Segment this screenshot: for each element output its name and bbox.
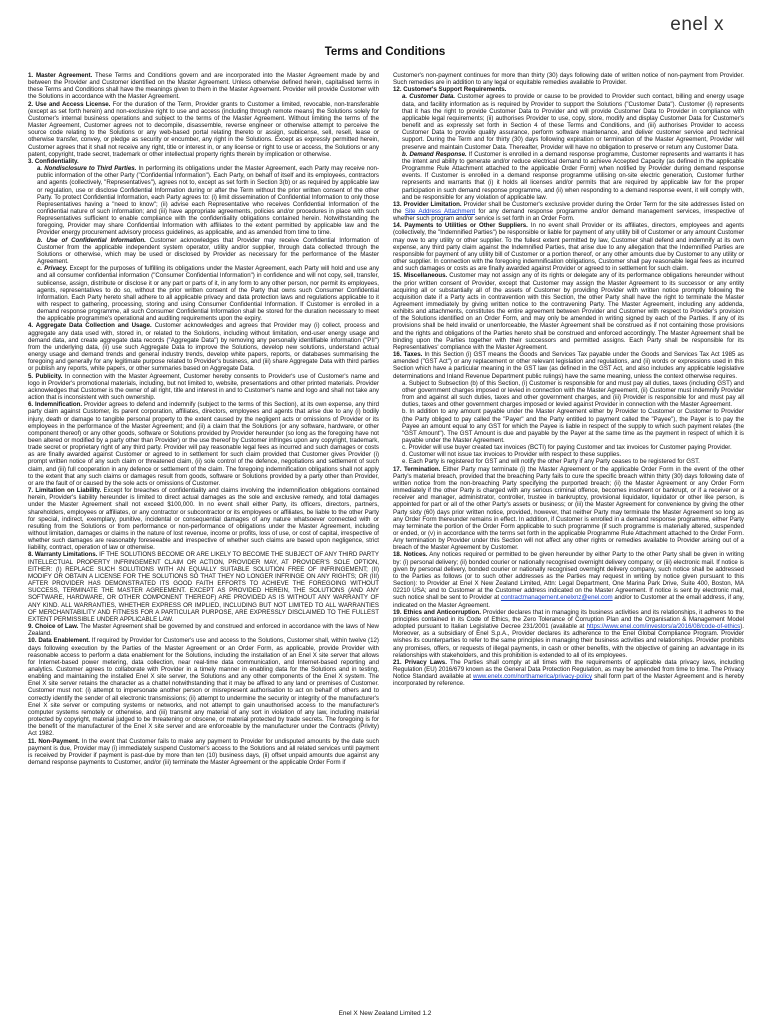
clause-text: If required by Provider for Customer's use and access to the Solutions, Customer shall, within twelve (12) days following execution by the Parties of the Master Agreement or an Order Form, as applicable, provide Provider with reasonable access to perform a data enablement for the Solutions, including the installation of an Enel X site server that allows for Internet-based power metering, data collection, near real-time data communication, and Internet-based reporting and analytics. Customer agrees to collaborate with Provider in a timely manner in enabling data for the Solutions and in testing, enabling and maintaining the installed Enel X site server, the Solutions and any other components of the Enel X system. The Enel X site server retains the character as a chattel notwithstanding that it may be affixed to any land or premises of Customer. Customer must not: (i) attempt to impersonate another person or misrepresent authorisation to act on behalf of others and to correctly identify the sender of all electronic transmissions; (ii) attempt to undermine the security or integrity of the manufacturer's Enel X site server or computing systems or networks, and not attempt to gain unauthorised access to the manufacturer's computer systems remotely or otherwise, and (iii) transmit any material of any sort in violation of any law, including material protected by copyright, material judged to be threatening or obscene, or material protected by trade secrets. The foregoing is for the benefit of the manufacturer of the Enel X site server and are enforceable by the manufacturer under the Contracts (Privity) Act 1982. [28,637,379,738]
clause-heading: 19. Ethics and Anticorruption. [393,608,481,616]
clause-heading: 5. Publicity. [28,372,63,380]
clause-paragraph [393,151,744,201]
clause-paragraph [28,158,379,165]
clause-heading: 16. Taxes. [393,351,423,359]
clause-paragraph [393,351,744,380]
clause-paragraph [393,659,744,688]
clause-paragraph [393,408,744,444]
clause-paragraph [393,201,744,222]
clause-paragraph [28,237,379,266]
clause-paragraph [28,738,379,767]
clause-text: In this Section (i) GST means the Goods and Services Tax payable under the Goods and Services Tax Act 1985 as amended ("GST Act") or any replacement or other relevant legislation and regulations, and (ii) words or expressions used in this Section which have a particular meaning in the GST law (as defined in the GST Act, and also includes any applicable legislative determinations and Inland Revenue Department public rulings) have the same meaning, unless the context otherwise requires. [393,351,744,380]
clause-text-continued: and/or to Customer at the email address, if any, indicated on the Master Agreement. [393,594,744,609]
clause-paragraph [393,451,744,458]
clause-text: Provider agrees to defend and indemnify (subject to the terms of this Section), at its own expense, any third party claim against Customer, its parent corporation, affiliates, directors, employees and agents that arise due to any (i) bodily injury, death or damage to tangible personal property to the extent caused by the negligent acts or omissions of Provider or its employees in the performance of the Master Agreement; and (ii) a claim that the Solutions (or any software, hardware, or other component thereof) or any other goods, software or Solutions provided by Provider hereunder (so long as the foregoing have not been altered or modified by a party other than Provider) or the use thereof by Customer infringes upon any copyright, trademark, trade secret or proprietary right of any third party. Provider will pay reasonable legal fees as incurred and such damages or costs as are finally awarded against Customer or agreed to in settlement for such claim provided that Customer gives Provider (i) prompt written notice of any such claim or threatened claim, (ii) sole control of the defence, negotiations and settlement of such claim, and (iii) full cooperation in any defence or settlement of the claim. The foregoing indemnification obligations shall not apply to the extent that any such claims or damages result from goods, software or Solutions provided by a party other than Provider, or are the fault of or caused by the sole acts or omissions of Customer. [28,401,379,487]
clause-text: Any notices required or permitted to be given hereunder by either Party to the other Party shall be given in writing by: (i) personal delivery; (ii) bonded courier or nationally recognised overnight delivery company; or (iii) electronic mail. If notice is given by personal delivery, bonded courier or nationally recognised overnight delivery company, such notice shall be addressed to the Parties as follows (or to such other addresses as the Parties may request in writing by notice given pursuant to this Section): to Provider at Enel X New Zealand Limited, Attn: Legal Department, One Marina Park Drive, Suite 400, Boston, MA 02210 USA; and to Customer at the Customer address indicated on the Master Agreement. If notice is sent by electronic mail, such notice shall be sent to Provider at [393,551,744,602]
clause-text: In no event shall Provider or its affiliates, directors, employees and agents (collectively, the "Indemnified Parties") be responsible or liable for payment of any utility bill of Customer or any amount Customer may owe to any utility or other supplier. To the fullest extent permitted by law, Customer shall defend and indemnify at its own expense, any third party claim against the Indemnified Parties, that arise due to any allegation that the Indemnified Parties are responsible for payment of any utility bill of Customer or a portion thereof, or any other amounts due by Customer to any utility or other supplier. In connection with the foregoing indemnification obligations, Customer shall pay reasonable legal fees as incurred and such damages or costs as are finally awarded against Provider or agreed to in settlement for such claim. [393,222,744,273]
clause-text: For the duration of the Term, Provider grants to Customer a limited, revocable, non-transferable (except as set forth herein) and non-exclusive right to use and access (including through remote means) the Solutions solely for Customer's internal business operations and subject to the terms of the Master Agreement. Without limiting the terms of the Master Agreement, Customer agrees not to decompile, disassemble, reverse engineer or otherwise attempt to perceive the source code relating to the Solutions or any web-based portal relating thereto or assign, sublicense, sell, resell, lease or otherwise transfer, convey, or pledge as security or encumber, any right in the Solutions. Except as expressly permitted herein, Customer agrees that it shall not receive any right, title or interest in, or any license or right to use or access, the Solutions or any patent, copyright, trade secret, trademark or other intellectual property rights therein by implication or otherwise. [28,100,379,158]
clause-paragraph [393,86,744,93]
inline-link[interactable]: www.enelx.com/northamerica/privacy-policy [473,673,593,681]
clause-paragraph [28,265,379,322]
clause-text: Customer's non-payment continues for more than thirty (30) days following date of written notice of non-payment from Provider. Such remedies are in addition to any legal or equitable remedies available to Provider. [393,72,744,87]
clause-paragraph [28,623,379,637]
clause-paragraph [393,222,744,272]
left-column [28,72,379,1007]
clause-text: Customer acknowledges and agrees that Provider may (i) collect, process and aggregate any data used with, stored in, or related to the Solutions, including without limitation, end-user energy usage and demand data, and create aggregate data records ("Aggregate Data") by removing any personally identifiable information ("PII") from the underlying data, (ii) use such Aggregate Data to improve the Solutions, develop new solutions, understand actual energy usage and demand trends and general industry trends, develop white papers, reports, or databases summarising the foregoing and generally for any legitimate purpose related to Provider's business, and (iii) share Aggregate Data with third parties or publish any reports, white papers, or other summaries based on Aggregate Data. [28,322,379,373]
clause-text: b. In addition to any amount payable under the Master Agreement either by Provider to Customer or Customer to Provider (the Party obliged to pay called the "Payer" and the Party entitled to payment called the "Payee"), the Payer is to pay the Payee an amount equal to any GST for which the Payee is liable in respect of the supply to which such payment relates (the "GST Amount"). The GST Amount is due and payable by the Payer at the same time as the payment in respect of which it is payable under the Master Agreement. [402,408,744,444]
clause-heading: 6. Indemnification. [28,401,83,409]
clause-text: Customer may not assign any of its rights or delegate any of its performance obligations hereunder without the prior written consent of Provider, except that Customer may assign the Master Agreement to its successor or any entity acquiring all or substantially all of the assets of Customer by providing Provider with written notice promptly following the acquisition date if a Party acts in contravention with this Section, the other Party shall have the right to terminate the Master Agreement immediately by giving written notice to the contravening Party. The Master Agreement, including any addenda, exhibits and attachments, constitutes the entire agreement between Provider and Customer with respect to Provider's provision of the Solutions identified on an Order Form, and may only be amended in writing signed by each of the Parties. If any of its provisions shall be held invalid or unenforceable, the Master Agreement shall be construed as if not containing those provisions and the rights and obligations of the Parties hereto shall be construed and enforced accordingly. The Master Agreement shall be binding upon the Parties together with their successors and permitted assigns. Each Party shall be responsible for its Representatives' compliance with the Master Agreement. [393,272,744,351]
subclause-heading: b. Use of Confidential Information. [37,236,146,244]
clause-heading: 21. Privacy Laws. [393,658,447,666]
enel-x-logo: enel x [670,14,724,35]
clause-heading: 11. Non-Payment. [28,737,80,745]
clause-heading: 14. Payments to Utilities or Other Suppliers. [393,222,528,230]
clause-heading: 18. Notices. [393,551,428,559]
clause-text: Either Party may terminate (i) the Master Agreement or the applicable Order Form in the event of the other Party's material breach, provided that the breaching Party fails to cure the specific breach within thirty (30) days following date of written notice from the non-breaching Party specifying the purported breach; (ii) the Master Agreement or any Order Form immediately if the other Party is charged with any serious criminal offence, becomes insolvent or bankrupt, or if a receiver or a receiver and manager, administrator, controller, trustee in bankruptcy, provisional liquidator, liquidator or other like person, is appointed for part or all of the other Party's assets or business; or (iii) the Master Agreement for convenience by giving the other Party sixty (60) days prior written notice, provided, however, that neither Party may terminate the Master Agreement so long as any Order Form thereunder remains in effect. In addition, if Customer is enrolled in a demand response programme, either Party may terminate the portion of the Order Form applicable to such programme (if such programme is materially altered, suspended or ended, or (v) in accordance with the terms set forth in the applicable Programme Rule Attachment attached to the Order Form. Any termination by Provider under this Section will not affect any other rights or remedies available to Provider arising out of a breach of the Master Agreement by Customer. [393,465,744,552]
clause-heading: 7. Limitation on Liability. [28,487,102,495]
inline-link[interactable]: https://www.enel.com/investors/a/2016/08/code-of-ethics [586,623,741,631]
clause-heading: 17. Termination. [393,465,441,473]
clause-text-continued: ). Moreover, as a subsidiary of Enel S.p.A., Provider declares its adherence to the Enel Global Compliance Program. Provider wishes its counterparties to refer to the same principles in managing their business activities and relationships. Provider prohibits any promises, offers, or requests of illegal payments, in cash or other benefits, with the objective of gaining an advantage in its relationships with stakeholders, and this prohibition is extended to all of its employees. [393,623,744,659]
clause-text-continued: shall form part of the Master Agreement and is hereby incorporated by reference. [393,673,744,688]
clause-heading: 10. Data Enablement. [28,637,90,645]
clause-text: In performing its obligations under the Master Agreement, each Party may receive non-public information of the other Party ("Confidential Information"). Each Party, on behalf of itself and its employees, contractors and agents (collectively, "Representatives"), agrees not to, except as set forth in Section 3(b) or as required by applicable law or regulation, use or disclose Confidential Information during or after the Term without the prior written consent of the other Party. To protect Confidential Information, each Party agrees to: (i) limit dissemination of Confidential Information to only those Representatives having a "need to know"; (ii) advise each Representative who receives Confidential Information of the confidential nature of such information; and (iii) have appropriate agreements, policies and/or procedures in place with such Representatives sufficient to enable compliance with the confidentiality obligations contained herein. Notwithstanding the foregoing, Provider may share Confidential Information with affiliates to the extent permitted by applicable law and the Provider energy procurement advisory process guidelines, as applicable, and as amended from time to time. [37,165,379,237]
subclause-heading: a. Nondisclosure to Third Parties. [37,165,137,173]
clause-paragraph [393,444,744,451]
clause-paragraph [393,551,744,608]
subclause-heading: a. Customer Data. [402,93,456,101]
clause-text: Customer acknowledges that Provider may receive Confidential Information of Customer from the applicable independent system operator, utility and/or supplier, through data collected through the Solutions or otherwise, which may be used or disclosed by Provider as necessary for the performance of the Master Agreement. [37,236,379,266]
subclause-heading: c. Privacy. [37,265,68,273]
clause-text: Provider declares that in managing its business activities and its relationships, it adheres to the principles contained in its Code of Ethics, the Zero Tolerance of Corruption Plan and the Organisation & Management Model adopted pursuant to Italian Legislative Decree 231/2001 (available at [393,608,744,631]
clause-paragraph [28,101,379,158]
right-column [393,72,744,1007]
clause-text: d. Customer will not issue tax invoices to Provider with respect to these supplies. [402,451,622,459]
clause-heading: 2. Use and Access License. [28,100,111,108]
clause-heading: 9. Choice of Law. [28,623,79,631]
inline-link[interactable]: Site Address Attachment [404,207,476,215]
clause-paragraph [393,272,744,351]
clause-heading: 1. Master Agreement. [28,72,93,79]
clause-text: Except for the purposes of fulfilling its obligations under the Master Agreement, each Party will hold and use any and all consumer confidential information ("Consumer Confidential Information") in confidence and will not copy, sell, transfer, sublicense, assign, distribute or disclose it or any part or parts of it, in any form to any other person, nor permit its employees, agents, representatives to do so, without the prior written consent of the Party that owns such Consumer Confidential Information. Each Party hereto shall adhere to all applicable privacy and data protection laws and regulations applicable to it with respect to gathering, processing, storing and using Consumer Confidential Information. If Customer is enrolled in a demand response programme, all such Consumer Confidential Information shall be stored for the duration necessary to meet the applicable programme's operational and auditing requirements upon the expiry. [37,265,379,323]
inline-link[interactable]: contractmanagement.enelxnz@enel.com [500,594,613,602]
clause-heading: 15. Miscellaneous. [393,272,448,280]
clause-paragraph [28,637,379,737]
clause-paragraph [28,373,379,402]
clause-paragraph [393,458,744,465]
clause-paragraph [393,93,744,150]
clause-text: The Master Agreement shall be governed by and construed and enforced in accordance with the laws of New Zealand. [28,623,379,638]
clause-paragraph [28,322,379,372]
clause-text: Customer agrees to provide or cause to be provided to Provider such contact, billing and energy usage data, and facility information as is required by Provider to support the Solutions ("Customer Data"). Customer (i) represents that it has the right to provide Customer Data to Provider and will provide Customer Data to Provider in compliance with applicable legal requirements; (ii) authorises Provider to use, copy, store, modify and display Customer Data for Customer's benefit and as expressly set forth in Section 4 of these Terms and Conditions, and (iii) authorises Provider to access Customer Data to provide quality assurance, perform software maintenance, and deliver customer service and technical support. During the Term and for thirty (30) days following expiration or termination of the Master Agreement, Provider will preserve and maintain Customer Data. Thereafter, Provider will have no obligation to preserve or return any Customer Data. [402,93,744,151]
clause-paragraph [28,551,379,623]
clause-text: If Customer is enrolled in a demand response programme, Customer represents and warrants it has the intent and ability to generate and/or reduce electrical demand to achieve Accepted Capacity (as defined in the applicable Programme Rule Attachment attached to the applicable Order Form) when notified by Provider during demand response events. If Customer is enrolled in a demand response programme utilising on-site electric generation, Customer further represents and warrants that (i) it holds all licenses and/or permits that are required by applicable law for the proper participation in such demand response programme, and (ii) when responding to a demand response event, it will comply with, and be responsible for any violation of applicable law. [402,150,744,201]
clause-paragraph [28,165,379,237]
subclause-heading: b. Demand Response. [402,150,467,158]
clause-text: In the event that Customer fails to make any payment to Provider for undisputed amounts by the date such payment is due, Provider may (i) immediately suspend Customer's access to the Solutions and all related services until payment is received by Provider if payment is past-due by more than ten (10) business days, (ii) offset unpaid amounts due against any demand response payments to Customer, and/or (iii) terminate the Master Agreement or the applicable Order Form if [28,737,379,766]
clause-text: These Terms and Conditions govern and are incorporated into the Master Agreement made by and between the Provider and Customer identified on the Master Agreement. Unless otherwise defined herein, capitalised terms in these Terms and Conditions shall have the meanings given to them in the Master Agreement. Provider will provide Customer with the Solutions in accordance with the Master Agreement. [28,72,379,101]
clause-paragraph [393,609,744,659]
clause-text: c. Provider will use buyer created tax invoices (BCTI) for paying Customer and tax invoices for Customer paying Provider. [402,444,732,452]
clause-paragraph [393,466,744,552]
clause-paragraph [28,72,379,101]
page-footer: Enel X New Zealand Limited 1.2 [338,1010,432,1017]
clause-heading: 3. Confidentiality. [28,157,79,165]
clause-paragraph [393,72,744,86]
clause-heading: 12. Customer's Support Requirements. [393,86,507,94]
clause-paragraph [393,380,744,409]
clause-paragraph [28,401,379,487]
clause-text: Provider shall be Customer's exclusive provider during the Order Term for the site addresses listed on the [393,200,744,215]
clause-heading: 4. Aggregate Data Collection and Usage. [28,322,152,330]
clause-text: e. Each Party is registered for GST and will notify the other Party if any Party ceases to be registered for GST. [402,458,700,466]
clause-heading: 13. Provider Limitation. [393,200,462,208]
clause-text: IF THE SOLUTIONS BECOME OR ARE LIKELY TO BECOME THE SUBJECT OF ANY THIRD PARTY INTELLECTUAL PROPERTY INFRINGEMENT CLAIM OR ACTION, PROVIDER MAY, AT PROVIDER'S SOLE OPTION, EITHER: (I) REPLACE SUCH SOLUTIONS WITH AN EQUALLY SUITABLE SOLUTION FREE OF INFRINGEMENT; (II) MODIFY OR OBTAIN A LICENSE FOR THE SOLUTIONS SO THAT THEY NO LONGER INFRINGE ON ANY RIGHTS; OR (III) AFTER PROVIDER HAS DEMONSTRATED ITS GOOD FAITH EFFORTS TO ACHIEVE THE FOREGOING WITHOUT SUCCESS, TERMINATE THE MASTER AGREEMENT. EXCEPT AS PROVIDED HEREIN, THE SOLUTIONS (AND ANY SOFTWARE, HARDWARE, OR OTHER COMPONENT THEREOF) ARE PROVIDED AS IS WITHOUT ANY WARRANTY OF ANY KIND. ALL WARRANTIES, WHETHER EXPRESS OR IMPLIED, INCLUDING BUT NOT LIMITED TO ALL WARRANTIES OF MERCHANTABILITY AND FITNESS FOR A PARTICULAR PURPOSE, ARE EXPRESSLY DISCLAIMED TO THE FULLEST EXTENT PERMISSIBLE UNDER APPLICABLE LAW. [28,551,379,623]
clause-paragraph [28,487,379,551]
clause-text: In connection with the Master Agreement, Customer hereby consents to Provider's use of Customer's name and logo in Provider's promotional materials, including, but not limited to, website, presentations and other printed materials. Provider acknowledges that Customer is the owner of all right, title and interest in and to Customer's name and logo and shall not take any action that is inconsistent with such ownership. [28,372,379,402]
page-title: Terms and Conditions [324,46,446,58]
clause-text: Except for breaches of confidentiality and claims involving the indemnification obligations contained herein, Provider's liability hereunder is limited to direct actual damages as the sole and exclusive remedy, and total damages under the Master Agreement shall not exceed $100,000. In no event shall either Party, its officers, directors, partners, shareholders, employees or affiliates, or any contractor or subcontractor or its employees or affiliates, be liable to the other Party for special, indirect, exemplary, punitive, incidental or consequential damages of any nature whatsoever connected with or resulting from the Solutions or from performance or non-performance of obligations under the Master Agreement, including without limitation, damages or claims in the nature of lost revenue, income or profits, loss of use, or cost of capital, irrespective of whether such damages are reasonably foreseeable and irrespective of whether such claims are based upon negligence, strict liability, contract, operation of law or otherwise. [28,487,379,552]
clause-text: a. Subject to Subsection (b) of this Section, (i) Customer is responsible for and must pay all duties, taxes (including GST) and other government charges imposed or levied in connection with the Master Agreement, (ii) Customer must indemnify Provider from and against all such duties, taxes and other government charges, and (iii) Provider is responsible for and must pay all duties, taxes and other government charges imposed or levied against Provider in connection with the Master Agreement. [402,379,744,409]
clause-text: The Parties shall comply at all times with the requirements of applicable data privacy laws, including Regulation (EU) 2016/679 known as the General Data Protection Regulation, as may be amended from time to time. The Privacy Notice Standard available at [393,658,744,681]
clause-heading: 8. Warranty Limitations. [28,551,98,559]
clause-text-continued: for any demand response programme and/or demand management services, irrespective of whether such program and/or service is set forth in an Order Form. [393,207,744,223]
